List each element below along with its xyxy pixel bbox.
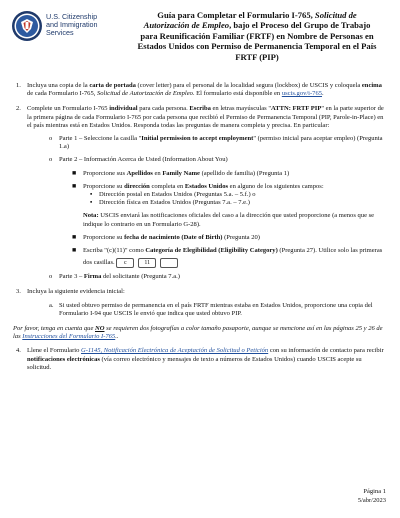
text: del solicitante (Pregunta 7.a.)	[101, 273, 180, 281]
item-number: 3.	[16, 288, 21, 296]
text: " en la parte superior de la primera página de cada Formulario I-765 por cada persona que recibió el Permiso de Permanencia Temporal (PIP, Parole-in-Place) en el país mientras está en Estados Unidos. Responda todas las preguntas de manera completa y precisa. En particular:	[27, 105, 384, 129]
g1145-link[interactable]: G-1145, Notificación Electrónica de Aceptación de Solicitud o Petición	[81, 347, 269, 355]
text: Dirección física en Estados Unidos (Preguntas 7.a. – 7.e.)	[99, 199, 250, 207]
text: en	[152, 169, 163, 177]
small-square-bullet-icon: ▪	[90, 199, 93, 207]
bold-text: Nota:	[83, 212, 99, 220]
text: se requieren dos fotografías a color tamaño pasaporte, aunque se mencione así en las páginas 25 y 26 de las	[13, 325, 383, 341]
text: Si usted obtuvo permiso de permanencia en el país FRTF mientras estaba en Estados Unidos, proporcione una copia del Formulario I-94 que USCIS le envió que indica que usted obtuvo PIP.	[59, 301, 373, 317]
bold-text: dirección	[124, 182, 150, 190]
text: Parte 3 –	[59, 273, 84, 281]
page-number: Página 1	[363, 488, 386, 496]
text: . El formulario está disponible en	[192, 90, 282, 98]
bold-text: individual	[109, 105, 138, 113]
circle-bullet-icon: o	[49, 156, 53, 164]
agency-line-1: U.S. Citizenship	[46, 12, 98, 21]
sub-bullet-mailing	[27, 191, 385, 199]
text: (Pregunta 20)	[222, 233, 260, 241]
text: (cover letter) para el personal de la localidad segura (lockbox) de USCIS y coloquela	[135, 82, 362, 89]
title-text: Estados Unidos con Permiso de Permanencia Temporal en el País	[137, 41, 377, 52]
text: Proporcione su	[83, 233, 125, 241]
text: Incluya la siguiente evidencia inicial:	[27, 288, 125, 296]
instruction-2	[13, 105, 385, 281]
title-form-name: Autorización de Empleo	[143, 20, 230, 31]
text: .	[322, 90, 324, 98]
bullet-address	[27, 183, 385, 191]
bold-text: Escriba	[189, 105, 211, 113]
text: Escriba "(c)(11)" como	[83, 247, 146, 255]
bold-text: Categoría de Elegibilidad (Eligibility Category)	[145, 247, 278, 255]
category-box-2: 11	[138, 258, 156, 268]
text: " (permiso inicial para aceptar empleo) (Pregunta 1.a)	[59, 135, 383, 151]
title-text: para Reunificación Familiar (FRTF) en Nombre de Personas en	[140, 30, 374, 41]
text: Complete un Formulario I-765	[27, 105, 110, 113]
dhs-seal-icon	[11, 10, 43, 42]
page-footer	[358, 488, 386, 505]
text: Incluya una copia de la	[27, 82, 90, 89]
bold-text: Initial permission to accept employment	[141, 135, 254, 143]
italic-text: Solicitud de Autorización de Empleo	[97, 90, 193, 98]
square-bullet-icon: ■	[72, 232, 77, 241]
text: en alguno de los siguientes campos:	[228, 182, 324, 190]
text: para cada persona.	[137, 105, 190, 113]
bullet-family-name	[27, 170, 385, 178]
text: Dirección postal en Estados Unidos (Preguntas 5.a. – 5.f.) o	[99, 191, 256, 199]
text: Proporcione sus	[83, 169, 127, 177]
bold-text: Apellidos	[126, 169, 153, 177]
text: en letras mayúsculas "	[210, 105, 271, 113]
bold-text: notificaciones electrónicas	[27, 355, 100, 363]
circle-bullet-icon: o	[49, 135, 53, 143]
instruction-3	[13, 288, 385, 318]
text: Parte 2 – Información Acerca de Usted (Information About You)	[59, 156, 228, 164]
eligibility-category-boxes	[116, 258, 178, 268]
bold-text: Firma	[83, 273, 102, 281]
part-1	[27, 135, 385, 151]
title-form-name: Solicitud de	[314, 10, 357, 20]
text: de cada Formulario I-765,	[27, 90, 97, 98]
bold-text: carta de portada	[89, 82, 136, 89]
text: (Pregunta 27). Utilice solo las primeras dos casillas.	[83, 247, 383, 267]
agency-line-3: Services	[46, 28, 74, 37]
title-text: , bajo el Proceso del Grupo de Trabajo	[229, 20, 371, 31]
sub-bullet-physical	[27, 199, 385, 207]
item-number: 4.	[16, 347, 21, 355]
revision-date: 5/abr/2023	[357, 496, 386, 504]
address-note	[27, 212, 385, 228]
text: con su información de contacto para recibir	[268, 347, 384, 355]
item-number: 2.	[16, 105, 21, 113]
category-box-1: c	[116, 258, 134, 268]
text: Proporcione su	[83, 182, 125, 190]
bold-text: encima	[361, 82, 382, 89]
instruction-1	[13, 82, 385, 98]
title-text: FRTF (PIP)	[235, 51, 279, 62]
bold-text: fecha de nacimiento (Date of Birth)	[124, 233, 223, 241]
instruction-3a	[27, 302, 385, 318]
category-box-3	[160, 258, 178, 268]
text: (vía correo electrónico y mensajes de texto a números de Estados Unidos) cuando USCIS acepte su solicitud.	[27, 355, 362, 371]
bold-text: Family Name	[162, 169, 200, 177]
item-number: 1.	[16, 82, 21, 89]
square-bullet-icon: ■	[72, 168, 77, 177]
text: (apellido de familia) (Pregunta 1)	[199, 169, 290, 177]
text: ..	[115, 333, 119, 341]
photo-note	[13, 325, 385, 341]
bullet-eligibility	[27, 247, 385, 268]
text: Llene el Formulario	[27, 347, 81, 355]
instruction-4	[13, 347, 385, 372]
part-3	[27, 273, 385, 281]
agency-name	[46, 13, 106, 37]
i765-instructions-link[interactable]: Instrucciones del Formulario I-765	[22, 333, 116, 341]
item-letter: a.	[49, 301, 54, 309]
small-square-bullet-icon: ▪	[90, 191, 93, 199]
agency-line-2: and Immigration	[46, 20, 98, 29]
text: Parte 1 – Seleccione la casilla "	[59, 135, 142, 143]
circle-bullet-icon: o	[49, 273, 53, 281]
text: completa en	[149, 182, 185, 190]
document-header	[11, 10, 389, 78]
page-title	[123, 10, 391, 62]
i765-link[interactable]: uscis.gov/i-765	[281, 90, 323, 98]
title-text: Guía para Completar el Formulario I-765,	[157, 10, 315, 20]
square-bullet-icon: ■	[72, 246, 77, 255]
text: USCIS enviará las notificaciones oficiales del caso a la dirección que usted proporcione (a menos que se indique lo contrario en un Formulario G-28).	[83, 212, 375, 228]
part-2	[27, 156, 385, 164]
bold-text: NO	[95, 325, 105, 333]
bold-text: ATTN: FRTF PIP	[271, 105, 322, 113]
square-bullet-icon: ■	[72, 181, 77, 190]
bullet-date-of-birth	[27, 234, 385, 242]
document-body	[13, 82, 385, 379]
text: Por favor, tenga en cuenta que	[13, 325, 95, 333]
bold-text: Estados Unidos	[184, 182, 229, 190]
